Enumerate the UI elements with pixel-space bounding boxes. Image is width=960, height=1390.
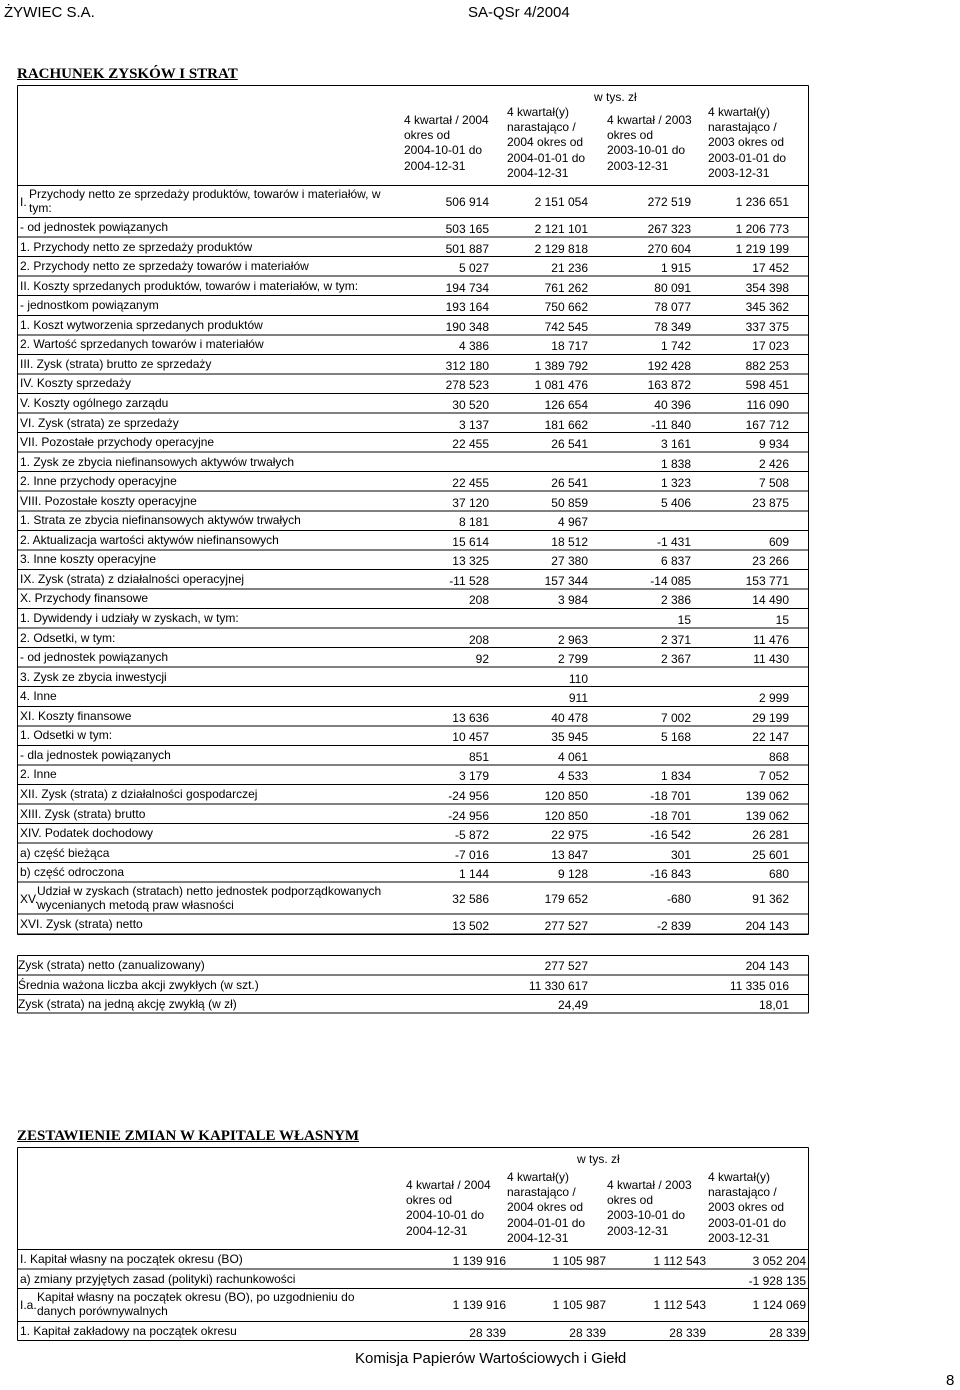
value-cell: 26 281: [752, 828, 789, 843]
value-cell: 167 712: [745, 417, 789, 432]
value-cell: 21 236: [551, 261, 588, 276]
value-cell: 1 389 792: [534, 358, 588, 373]
value-cell: 13 325: [452, 554, 489, 569]
value-cell: 8 181: [458, 515, 489, 530]
value-cell: 742 545: [544, 319, 588, 334]
column-header-line: 2004-01-01 do: [507, 1215, 586, 1230]
row-label: III. Zysk (strata) brutto ze sprzedaży: [20, 356, 212, 371]
column-header-line: 4 kwartał / 2004: [404, 113, 489, 127]
value-cell: 15: [677, 613, 691, 627]
value-cell: 153 771: [745, 573, 789, 588]
value-cell: 10 457: [452, 730, 489, 745]
value-cell: 267 323: [647, 222, 691, 236]
row-label: - jednostkom powiązanym: [20, 298, 159, 313]
value-cell: 1 105 987: [552, 1254, 606, 1268]
column-header-line: 4 kwartał / 2004: [406, 1178, 491, 1192]
value-cell: -18 701: [650, 808, 691, 823]
column-header-line: 2004-01-01 do: [507, 150, 586, 165]
row-label: Zysk (strata) netto (zanualizowany): [18, 958, 205, 972]
value-cell: 120 850: [544, 788, 588, 803]
column-header-line: 2004-12-31: [406, 1223, 468, 1238]
value-cell: 208: [468, 593, 489, 608]
value-cell: 14 490: [752, 593, 789, 608]
column-header-line: 4 kwartał / 2003: [607, 113, 692, 127]
row-label: V. Koszty ogólnego zarządu: [20, 395, 169, 410]
value-cell: 18 717: [551, 339, 588, 354]
value-cell: 277 527: [544, 959, 588, 973]
value-cell: 2 386: [660, 593, 691, 608]
value-cell: 26 541: [551, 476, 588, 491]
value-cell: 1 236 651: [735, 195, 789, 209]
value-cell: -1 928 135: [748, 1273, 806, 1288]
value-cell: 37 120: [452, 495, 489, 510]
value-cell: 126 654: [544, 397, 588, 412]
row-label: a) zmiany przyjętych zasad (polityki) rachunkowości: [20, 1271, 296, 1286]
value-cell: 22 455: [452, 476, 489, 491]
column-header-line: okres od: [406, 1193, 453, 1208]
row-label: XIII. Zysk (strata) brutto: [20, 806, 146, 821]
value-cell: 26 541: [551, 437, 588, 452]
value-cell: 30 520: [452, 397, 489, 412]
column-header-line: 2003-12-31: [708, 165, 770, 180]
row-label: 2. Odsetki, w tym:: [20, 630, 116, 645]
column-header-line: 2003-12-31: [607, 158, 669, 173]
row-label: VI. Zysk (strata) ze sprzedaży: [20, 415, 179, 430]
value-cell: 1 742: [660, 339, 691, 354]
value-cell: 50 859: [551, 495, 588, 510]
value-cell: 91 362: [752, 891, 789, 906]
column-header-line: 2004-12-31: [507, 165, 569, 180]
value-cell: 2 371: [660, 632, 691, 647]
value-cell: 193 164: [445, 300, 489, 315]
income-statement-table: [17, 85, 809, 935]
row-label: 2. Aktualizacja wartości aktywów niefinansowych: [20, 532, 279, 547]
row-label: b) część odroczona: [20, 865, 125, 880]
value-cell: 1 834: [660, 769, 691, 784]
value-cell: 116 090: [746, 397, 789, 412]
equity-statement-title: ZESTAWIENIE ZMIAN W KAPITALE WŁASNYM: [17, 1128, 360, 1144]
value-cell: 139 062: [745, 788, 789, 803]
row-label: 3. Zysk ze zbycia inwestycji: [20, 669, 167, 684]
value-cell: 4 386: [458, 339, 489, 354]
page-number: 8: [946, 1372, 955, 1389]
column-header-line: narastająco /: [507, 120, 576, 135]
value-cell: 13 847: [551, 847, 588, 862]
column-header-line: 2004-10-01 do: [404, 143, 483, 158]
value-cell: 2 799: [557, 652, 588, 667]
row-label: XI. Koszty finansowe: [20, 708, 132, 723]
row-label: 1. Koszt wytworzenia sprzedanych produktów: [20, 317, 263, 332]
column-header-line: 2003-10-01 do: [607, 1208, 686, 1223]
column-header-line: narastająco /: [708, 1185, 777, 1200]
value-cell: 2 121 101: [534, 222, 588, 236]
income-statement-title: RACHUNEK ZYSKÓW I STRAT: [17, 66, 238, 82]
value-cell: 1 219 199: [735, 241, 789, 256]
row-label: XVI. Zysk (strata) netto: [20, 916, 143, 931]
value-cell: 501 887: [445, 241, 489, 256]
table-grid-lines: [17, 85, 809, 935]
value-cell: 1 105 987: [552, 1298, 606, 1312]
value-cell: 13 636: [452, 710, 489, 725]
value-cell: 851: [468, 749, 489, 764]
value-cell: 278 523: [445, 378, 489, 393]
value-cell: 18,01: [758, 998, 789, 1012]
value-cell: 761 262: [544, 280, 588, 295]
value-cell: 868: [768, 749, 789, 764]
value-cell: -680: [666, 891, 691, 906]
value-cell: 204 143: [745, 959, 789, 973]
row-label: IV. Koszty sprzedaży: [20, 376, 131, 391]
value-cell: 194 734: [445, 280, 489, 295]
value-cell: 22 975: [551, 828, 588, 843]
row-label: - od jednostek powiązanych: [20, 650, 169, 665]
row-number: I.: [20, 195, 27, 209]
value-cell: 2 999: [758, 691, 789, 706]
row-number: I.a.: [20, 1298, 37, 1312]
value-cell: -24 956: [448, 788, 489, 803]
row-label: XIV. Podatek dochodowy: [20, 826, 153, 841]
row-label: - dla jednostek powiązanych: [20, 747, 171, 762]
row-label-line: Udział w zyskach (stratach) netto jednostek podporządkowanych: [37, 883, 382, 898]
value-cell: 23 875: [752, 495, 789, 510]
value-cell: 23 266: [752, 554, 789, 569]
company-name: ŻYWIEC S.A.: [4, 4, 95, 21]
column-header-line: okres od: [607, 128, 654, 143]
value-cell: 110: [568, 671, 588, 686]
value-cell: 29 199: [752, 710, 789, 725]
value-cell: 28 339: [669, 1326, 706, 1340]
column-header-line: okres od: [404, 128, 451, 143]
value-cell: 1 838: [660, 456, 691, 471]
value-cell: 28 339: [469, 1326, 506, 1340]
column-header-line: 4 kwartał(y): [708, 105, 771, 119]
value-cell: 17 452: [752, 261, 789, 276]
column-header-line: 4 kwartał(y): [507, 1170, 570, 1184]
value-cell: -1 431: [656, 534, 691, 549]
column-header-line: 2003-10-01 do: [607, 143, 686, 158]
value-cell: 680: [768, 867, 789, 882]
column-header-line: 2004 okres od: [507, 135, 584, 150]
value-cell: 28 339: [569, 1326, 606, 1340]
value-cell: 277 527: [544, 918, 588, 933]
value-cell: 24,49: [557, 998, 588, 1012]
value-cell: -2 839: [656, 918, 691, 933]
value-cell: 506 914: [445, 195, 489, 209]
column-header-line: 2003 okres od: [708, 135, 785, 150]
value-cell: 120 850: [544, 808, 588, 823]
column-header-line: 2003-01-01 do: [708, 150, 787, 165]
value-cell: 35 945: [551, 730, 588, 745]
value-cell: 2 129 818: [534, 241, 588, 256]
value-cell: 1 081 476: [534, 378, 588, 393]
value-cell: 78 349: [654, 319, 691, 334]
column-header-line: 2003-12-31: [708, 1230, 770, 1245]
value-cell: 1 323: [660, 476, 691, 491]
value-cell: 18 512: [551, 534, 588, 549]
value-cell: 3 179: [458, 769, 489, 784]
value-cell: 301: [670, 847, 691, 862]
value-cell: 6 837: [660, 554, 691, 569]
report-code: SA-QSr 4/2004: [468, 4, 570, 21]
value-cell: -16 843: [650, 867, 691, 882]
row-label-line: wycenianych metodą praw własności: [37, 897, 234, 912]
row-label: IX. Zysk (strata) z działalności operacyjnej: [20, 571, 245, 586]
row-label: 1. Strata ze zbycia niefinansowych aktywów trwałych: [20, 513, 301, 528]
row-label: 1. Przychody netto ze sprzedaży produktów: [20, 239, 253, 254]
value-cell: 2 151 054: [534, 195, 588, 209]
value-cell: 3 161: [660, 437, 691, 452]
row-label: X. Przychody finansowe: [20, 591, 149, 606]
value-cell: 40 396: [654, 397, 691, 412]
value-cell: 28 339: [769, 1326, 806, 1340]
table-grid-lines: [17, 1147, 809, 1341]
equity-statement-table: [17, 1147, 809, 1341]
value-cell: 40 478: [551, 710, 588, 725]
column-header-line: 4 kwartał(y): [708, 1170, 771, 1184]
column-header-line: 2004-12-31: [507, 1230, 569, 1245]
value-cell: 5 027: [458, 261, 489, 276]
row-label: XII. Zysk (strata) z działalności gospodarczej: [20, 786, 258, 801]
row-label-line: Kapitał własny na początek okresu (BO), po uzgodnieniu do: [37, 1290, 355, 1304]
row-label: - od jednostek powiązanych: [20, 220, 169, 234]
value-cell: 750 662: [544, 300, 588, 315]
value-cell: 208: [468, 632, 489, 647]
value-cell: 609: [768, 534, 789, 549]
value-cell: 17 023: [752, 339, 789, 354]
row-label: 1. Dywidendy i udziały w zyskach, w tym:: [20, 611, 239, 625]
value-cell: 9 934: [758, 437, 789, 452]
value-cell: 25 601: [752, 847, 789, 862]
row-label: Średnia ważona liczba akcji zwykłych (w szt.): [18, 977, 259, 992]
value-cell: 1 206 773: [735, 222, 789, 236]
value-cell: -18 701: [650, 788, 691, 803]
column-header-line: 2004 okres od: [507, 1200, 584, 1215]
value-cell: 4 533: [557, 769, 588, 784]
value-cell: 22 147: [752, 730, 789, 745]
row-number: XV.: [20, 891, 39, 906]
value-cell: 1 915: [660, 261, 691, 276]
row-label-line: danych porównywalnych: [37, 1304, 168, 1318]
column-header-line: 2003 okres od: [708, 1200, 785, 1215]
income-summary-table: [17, 955, 809, 1014]
value-cell: 354 398: [745, 280, 789, 295]
value-cell: 32 586: [452, 891, 489, 906]
value-cell: -11 840: [651, 417, 691, 432]
value-cell: 3 137: [458, 417, 489, 432]
value-cell: -24 956: [448, 808, 489, 823]
table-grid-lines: [17, 955, 809, 1014]
value-cell: -14 085: [650, 573, 691, 588]
row-label-line: tym:: [29, 201, 52, 215]
value-cell: 11 476: [753, 632, 789, 647]
value-cell: 1 139 916: [452, 1298, 506, 1312]
value-cell: 179 652: [544, 891, 588, 906]
value-cell: 204 143: [745, 918, 789, 933]
unit-label: w tys. zł: [577, 1152, 620, 1166]
row-label: 2. Wartość sprzedanych towarów i materiałów: [20, 337, 264, 352]
column-header-line: 4 kwartał / 2003: [607, 1178, 692, 1192]
value-cell: 27 380: [551, 554, 588, 569]
value-cell: 7 002: [660, 710, 691, 725]
value-cell: 181 662: [544, 417, 588, 432]
footer-text: Komisja Papierów Wartościowych i Giełd: [355, 1350, 627, 1367]
value-cell: 337 375: [745, 319, 789, 334]
row-label: 3. Inne koszty operacyjne: [20, 552, 157, 567]
row-label: 2. Przychody netto ze sprzedaży towarów i materiałów: [20, 259, 309, 274]
row-label: VII. Pozostałe przychody operacyjne: [20, 435, 215, 450]
value-cell: 15 614: [452, 534, 489, 549]
column-header-line: 2004-12-31: [404, 158, 466, 173]
row-label: 2. Inne przychody operacyjne: [20, 474, 177, 489]
unit-label: w tys. zł: [594, 90, 637, 104]
value-cell: 503 165: [445, 222, 489, 236]
value-cell: 1 112 543: [653, 1298, 706, 1312]
value-cell: 2 426: [758, 456, 789, 471]
value-cell: 22 455: [452, 437, 489, 452]
row-label: 1. Odsetki w tym:: [20, 728, 113, 743]
value-cell: -11 528: [449, 573, 489, 588]
row-label: II. Koszty sprzedanych produktów, towarów i materiałów, w tym:: [20, 278, 359, 293]
value-cell: 15: [775, 613, 789, 627]
column-header-line: okres od: [607, 1193, 654, 1208]
value-cell: 4 967: [557, 515, 588, 530]
value-cell: 163 872: [647, 378, 691, 393]
value-cell: 345 362: [745, 300, 789, 315]
value-cell: 13 502: [452, 918, 489, 933]
value-cell: -16 542: [650, 828, 691, 843]
value-cell: -7 016: [454, 847, 489, 862]
column-header-line: 2004-10-01 do: [406, 1208, 485, 1223]
value-cell: 312 180: [445, 358, 489, 373]
value-cell: 1 139 916: [452, 1254, 506, 1268]
value-cell: 7 508: [758, 476, 789, 491]
value-cell: 78 077: [654, 300, 691, 315]
value-cell: 7 052: [758, 769, 789, 784]
value-cell: 192 428: [647, 358, 691, 373]
column-header-line: 4 kwartał(y): [507, 105, 570, 119]
value-cell: 5 168: [660, 730, 691, 745]
row-label: I. Kapitał własny na początek okresu (BO): [20, 1252, 243, 1266]
value-cell: -5 872: [454, 828, 489, 843]
column-header-line: narastająco /: [708, 120, 777, 135]
value-cell: 598 451: [745, 378, 789, 393]
value-cell: 1 124 069: [752, 1298, 806, 1312]
row-label-line: Przychody netto ze sprzedaży produktów, towarów i materiałów, w: [29, 187, 381, 201]
value-cell: 190 348: [445, 319, 489, 334]
value-cell: 92: [475, 652, 489, 667]
value-cell: 270 604: [647, 241, 691, 256]
value-cell: 1 144: [458, 867, 489, 882]
row-label: Zysk (strata) na jedną akcję zwykłą (w zł): [18, 997, 237, 1011]
value-cell: 882 253: [745, 358, 789, 373]
value-cell: 3 984: [557, 593, 588, 608]
column-header-line: 2003-12-31: [607, 1223, 669, 1238]
value-cell: 80 091: [654, 280, 691, 295]
value-cell: 5 406: [660, 495, 691, 510]
row-label: 1. Zysk ze zbycia niefinansowych aktywów trwałych: [20, 454, 295, 469]
value-cell: 1 112 543: [653, 1254, 706, 1268]
value-cell: 911: [568, 691, 588, 706]
value-cell: 3 052 204: [752, 1254, 806, 1268]
row-label: 1. Kapitał zakładowy na początek okresu: [20, 1324, 237, 1338]
value-cell: 4 061: [557, 749, 588, 764]
value-cell: 2 367: [660, 652, 691, 667]
value-cell: 11 335 016: [729, 978, 789, 993]
row-label: a) część bieżąca: [20, 845, 110, 860]
value-cell: 272 519: [647, 195, 691, 209]
column-header-line: narastająco /: [507, 1185, 576, 1200]
value-cell: 11 430: [753, 652, 789, 667]
value-cell: 157 344: [544, 573, 588, 588]
column-header-line: 2003-01-01 do: [708, 1215, 787, 1230]
row-label: 4. Inne: [20, 689, 57, 704]
value-cell: 139 062: [745, 808, 789, 823]
row-label: 2. Inne: [20, 767, 57, 782]
value-cell: 11 330 617: [528, 978, 588, 993]
value-cell: 2 963: [557, 632, 588, 647]
value-cell: 9 128: [557, 867, 588, 882]
row-label: VIII. Pozostałe koszty operacyjne: [20, 493, 197, 508]
